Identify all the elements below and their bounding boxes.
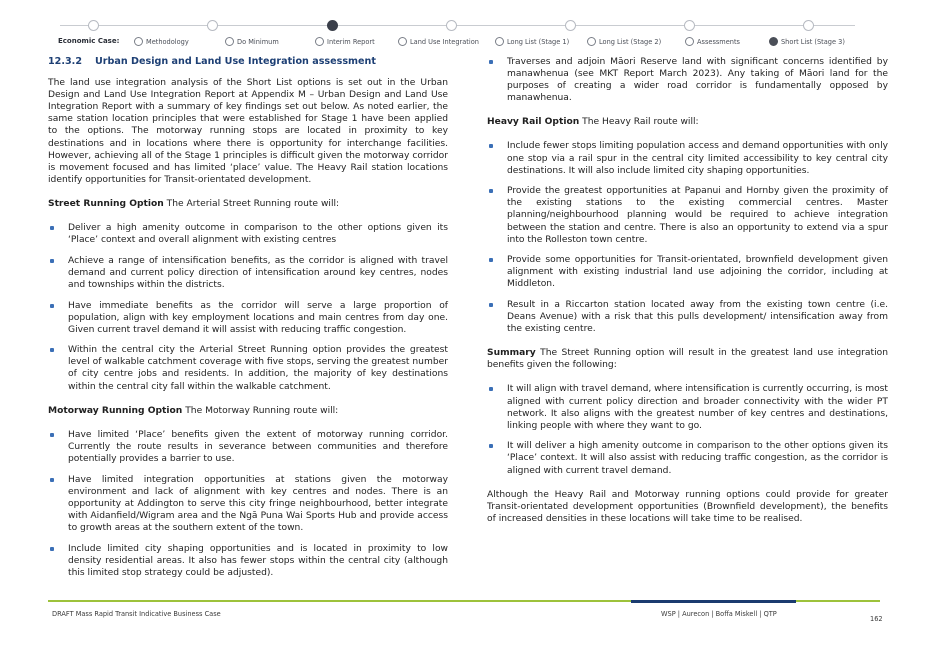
tracker-node: [684, 20, 695, 31]
intro-paragraph: The land use integration analysis of the Short List options is set out in the Urban Design and Land Use Integration Report at Appendix M – Urban Design and Land Use Integration Report with a summary of key findings set out below. As noted earlier, the same station location principles that were established for Stage 1 have been applied to the options. The motorway running stops are located in proximity to key destinations and in locations where there is opportunity for interchange facilities. However, achieving all of the Stage 1 principles is difficult given the motorway corridor is movement focused and has limited ‘place’ value. The Heavy Rail station locations identify opportunities for Transit-orientated development.: [48, 78, 448, 185]
tracker-node: [88, 20, 99, 31]
section-title: Urban Design and Land Use Integration assessment: [95, 56, 376, 67]
stage-short-list-3: [769, 37, 845, 46]
heavy-rail-list: [487, 140, 888, 335]
summary-heading: Summary: [487, 348, 536, 359]
motorway-running-lead-text: The Motorway Running route will:: [182, 405, 339, 416]
radio-icon: [398, 37, 407, 46]
heavy-rail-lead: [487, 116, 888, 128]
stage-label: Assessments: [697, 37, 740, 46]
stage-label: Long List (Stage 2): [599, 37, 662, 46]
summary-lead-text: The Street Running option will result in the greatest land use integration benefits given the following:: [487, 348, 888, 371]
stage-label: Do Minimum: [237, 37, 279, 46]
street-running-lead: [48, 198, 448, 210]
tracker-node: [803, 20, 814, 31]
footer-rule: [48, 600, 631, 602]
closing-paragraph: Although the Heavy Rail and Motorway running options could provide for greater Transit-orientated development opportunities (Brownfield development), the benefits of increased densities in these locations will take time to be realised.: [487, 489, 888, 524]
radio-icon: [315, 37, 324, 46]
list-item: It will align with travel demand, where intensification is currently occurring, is most aligned with current policy direction and broader connectivity with the wider PT network. It also aligns with the greatest number of key centres and destinations, linking people with where they want to go.: [487, 383, 888, 431]
summary-list: [487, 383, 888, 476]
heavy-rail-lead-text: The Heavy Rail route will:: [579, 117, 699, 128]
stage-label: Short List (Stage 3): [781, 37, 845, 46]
tracker-node-current: [327, 20, 338, 31]
radio-filled-icon: [769, 37, 778, 46]
list-item: It will deliver a high amenity outcome in comparison to the other options given its ‘Place’ context. It will also assist with reducing traffic congestion, as the corridor is aligned with current travel demand.: [487, 440, 888, 476]
page-number: 162: [870, 615, 883, 623]
stage-label: Interim Report: [327, 37, 375, 46]
tracker-node: [565, 20, 576, 31]
street-running-lead-text: The Arterial Street Running route will:: [163, 198, 340, 209]
stage-methodology: [134, 37, 189, 46]
motorway-running-lead: [48, 405, 448, 417]
tracker-line: [60, 25, 855, 26]
summary-lead: [487, 347, 888, 371]
stage-long-list-1: [495, 37, 569, 46]
tracker-node: [446, 20, 457, 31]
radio-icon: [685, 37, 694, 46]
stage-label: Land Use Integration: [410, 37, 479, 46]
list-item: Provide the greatest opportunities at Papanui and Hornby given the proximity of the existing stations to the existing commercial centres. Master planning/neighbourhood planning would be required to achieve integration between the station and centre. There is also an opportunity to extend via a spur into the Rolleston town centre.: [487, 185, 888, 245]
right-column: [487, 56, 888, 537]
left-column: [48, 56, 448, 591]
radio-icon: [587, 37, 596, 46]
section-heading: [48, 56, 448, 68]
stage-assessments: [685, 37, 740, 46]
tracker-node: [207, 20, 218, 31]
footer-authors: WSP | Aurecon | Boffa Miskell | QTP: [661, 610, 777, 618]
street-running-list: [48, 222, 448, 393]
street-running-heading: Street Running Option: [48, 198, 164, 209]
stage-label: Methodology: [146, 37, 189, 46]
section-number: 12.3.2: [48, 56, 82, 67]
list-item: Include limited city shaping opportunities and is located in proximity to low density residential areas. It also has fewer stops within the central city (although this limited stop strategy could be adjusted).: [48, 543, 448, 579]
stage-interim-report: [315, 37, 375, 46]
motorway-running-heading: Motorway Running Option: [48, 405, 183, 416]
list-item: Provide some opportunities for Transit-orientated, brownfield development given alignment with existing industrial land use adjoining the corridor, including at Middleton.: [487, 254, 888, 290]
footer-rule-accent: [631, 600, 796, 603]
motorway-running-list-continued: [487, 56, 888, 104]
motorway-running-list: [48, 429, 448, 579]
stage-long-list-2: [587, 37, 661, 46]
radio-icon: [134, 37, 143, 46]
footer-rule: [796, 600, 880, 602]
list-item: Have limited integration opportunities at stations given the motorway environment and lack of alignment with key centres and nodes. There is an opportunity at Addington to serve this city fringe neighbourhood, better integrate with Aidanfield/Wigram area and the Ngā Puna Wai Sports Hub and provide access to growth areas at the southern extent of the town.: [48, 474, 448, 534]
heavy-rail-heading: Heavy Rail Option: [487, 117, 580, 128]
stage-land-use-integration: [398, 37, 479, 46]
footer-document-title: DRAFT Mass Rapid Transit Indicative Business Case: [52, 610, 221, 618]
stage-label: Long List (Stage 1): [507, 37, 570, 46]
list-item: Traverses and adjoin Māori Reserve land with significant concerns identified by manawhenua (see MKT Report March 2023). Any taking of Māori land for the purposes of creating a wider road corridor is fundamentally opposed by manawhenua.: [487, 56, 888, 104]
list-item: Result in a Riccarton station located away from the existing town centre (i.e. Deans Avenue) with a risk that this pulls development/ intensification away from the existing centre.: [487, 299, 888, 335]
stage-do-minimum: [225, 37, 279, 46]
progress-tracker: [0, 0, 934, 52]
list-item: Include fewer stops limiting population access and demand opportunities with only one stop via a rail spur in the central city limited accessibility to key central city destinations. It will also include limited city shaping opportunities.: [487, 140, 888, 176]
radio-icon: [225, 37, 234, 46]
list-item: Have limited ‘Place’ benefits given the extent of motorway running corridor. Currently the route results in severance between communities and therefore potentially provides a barrier to use.: [48, 429, 448, 465]
list-item: Achieve a range of intensification benefits, as the corridor is aligned with travel demand and current policy direction of intensification around key centres, nodes and townships within the districts.: [48, 255, 448, 291]
list-item: Have immediate benefits as the corridor will serve a large proportion of population, align with key employment locations and main centres from day one. Given current travel demand it will assist with reducing traffic congestion.: [48, 300, 448, 336]
radio-icon: [495, 37, 504, 46]
economic-case-label: Economic Case:: [58, 37, 120, 45]
list-item: Within the central city the Arterial Street Running option provides the greatest level of walkable catchment coverage with five stops, serving the greatest number of city centre jobs and residents. In addition, the majority of key destinations within the central city fall within the walkable catchment.: [48, 344, 448, 392]
list-item: Deliver a high amenity outcome in comparison to the other options given its ‘Place’ context and overall alignment with existing centres: [48, 222, 448, 246]
